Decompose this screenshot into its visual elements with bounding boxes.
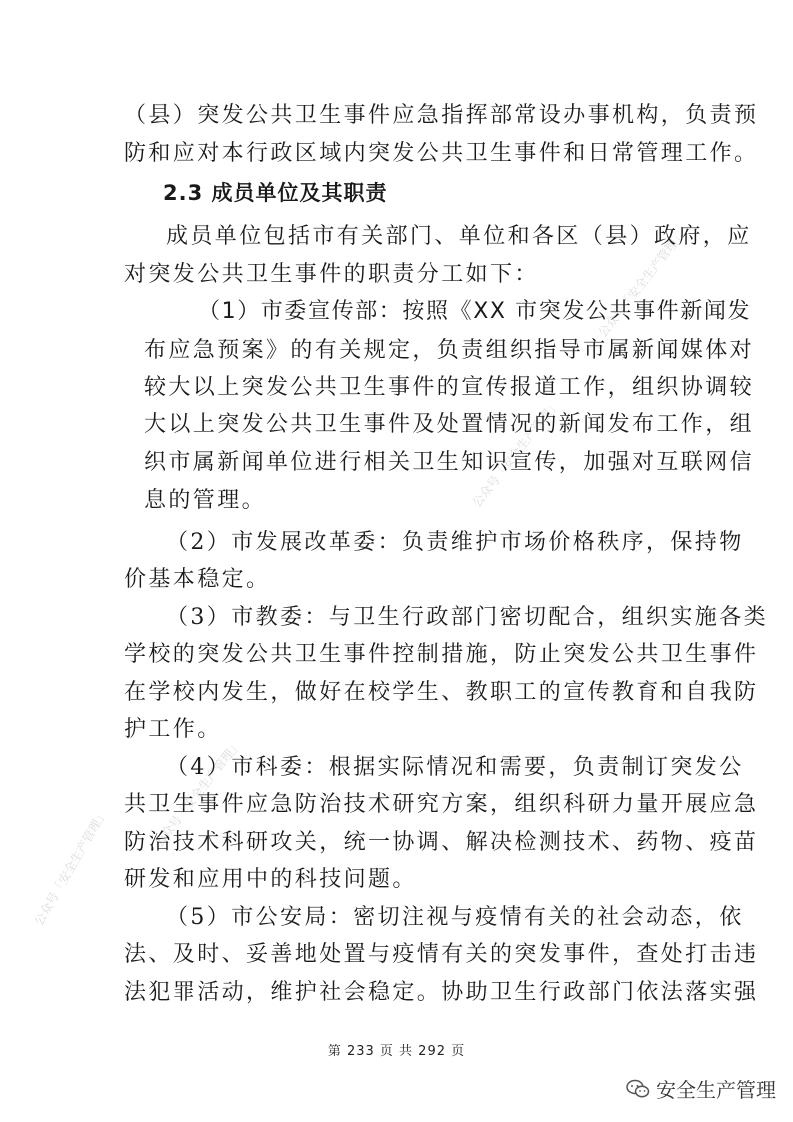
body-line: 防和应对本行政区域内突发公共卫生事件和日常管理工作。 — [124, 141, 759, 166]
watermark-3: 公众号「安全生产管理」 — [151, 737, 244, 850]
body-line: 成员单位包括市有关部门、单位和各区（县）政府，应 — [166, 224, 752, 249]
body-line: 息的管理。 — [144, 488, 267, 513]
body-line: 价基本稳定。 — [124, 567, 271, 592]
body-line: 研发和应用中的科技问题。 — [124, 867, 417, 892]
body-line: 学校的突发公共卫生事件控制措施，防止突发公共卫生事件 — [124, 642, 759, 667]
body-line: 法犯罪活动，维护社会稳定。协助卫生行政部门依法落实强 — [124, 980, 759, 1005]
item-line: （1）市委宣传部：按照《XX 市突发公共事件新闻发 — [198, 299, 752, 324]
body-line: 防治技术科研攻关，统一协调、解决检测技术、药物、疫苗 — [124, 830, 759, 855]
body-line: 大以上突发公共卫生事件及处置情况的新闻发布工作，组 — [144, 412, 755, 437]
watermark-4: 公众号「安全生产管理」 — [31, 806, 110, 928]
body-line: 在学校内发生，做好在校学生、教职工的宣传教育和自我防 — [124, 680, 759, 705]
body-line: （3）市教委：与卫生行政部门密切配合，组织实施各类 — [166, 605, 768, 630]
body-line: （4）市科委：根据实际情况和需要，负责制订突发公 — [166, 755, 744, 780]
body-line: 共卫生事件应急防治技术研究方案，组织科研力量开展应急 — [124, 792, 759, 817]
wechat-icon — [626, 1079, 650, 1099]
watermark-1: 公众号「安全生产管理」 — [469, 397, 562, 510]
body-line: 护工作。 — [124, 717, 222, 742]
body-line: 布应急预案》的有关规定，负责组织指导市属新闻媒体对 — [144, 338, 755, 363]
body-line: （5）市公安局：密切注视与疫情有关的社会动态，依 — [166, 905, 744, 930]
section-heading: 2.3 成员单位及其职责 — [163, 181, 388, 205]
brand-name: 安全生产管理 — [656, 1078, 776, 1102]
page-number: 第 233 页 共 292 页 — [327, 1044, 466, 1059]
body-line: 法、及时、妥善地处置与疫情有关的突发事件，查处打击违 — [124, 942, 759, 967]
body-line: （县）突发公共卫生事件应急指挥部常设办事机构，负责预 — [124, 103, 759, 128]
watermark-2: 公众号「安全生产管理」 — [595, 227, 688, 340]
body-line: （2）市发展改革委：负责维护市场价格秩序，保持物 — [166, 530, 744, 555]
body-line: 较大以上突发公共卫生事件的宣传报道工作，组织协调较 — [144, 375, 755, 400]
body-line: 对突发公共卫生事件的职责分工如下： — [124, 262, 539, 287]
brand-watermark — [626, 1074, 776, 1103]
body-line: 织市属新闻单位进行相关卫生知识宣传，加强对互联网信 — [144, 450, 755, 475]
